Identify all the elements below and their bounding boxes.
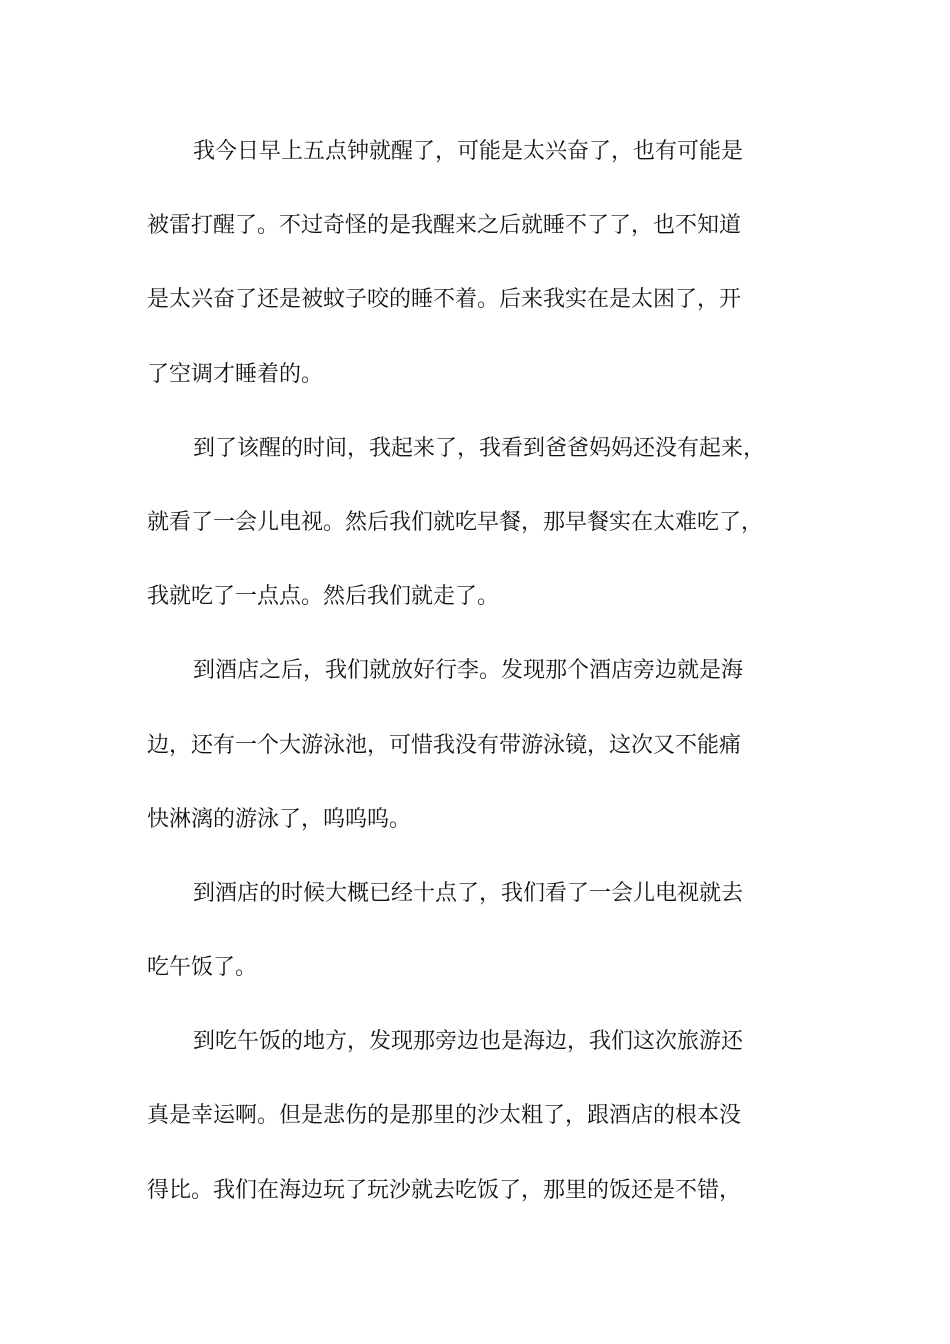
text-line: 快淋漓的游泳了，呜呜呜。 [147, 806, 412, 832]
text-line: 被雷打醒了。不过奇怪的是我醒来之后就睡不了了，也不知道 [147, 213, 742, 239]
text-line: 真是幸运啊。但是悲伤的是那里的沙太粗了，跟酒店的根本没 [147, 1103, 742, 1129]
text-line: 到了该醒的时间，我起来了，我看到爸爸妈妈还没有起来， [193, 435, 766, 461]
text-line: 吃午饭了。 [147, 955, 258, 981]
text-line: 是太兴奋了还是被蚊子咬的睡不着。后来我实在是太困了，开 [147, 287, 742, 313]
text-line: 我今日早上五点钟就醒了，可能是太兴奋了，也有可能是 [193, 139, 744, 164]
text-line: 就看了一会儿电视。然后我们就吃早餐，那早餐实在太难吃了， [147, 509, 764, 535]
text-line: 得比。我们在海边玩了玩沙就去吃饭了，那里的饭还是不错， [147, 1177, 742, 1203]
document-body [147, 130, 807, 1243]
text-line: 到酒店的时候大概已经十点了，我们看了一会儿电视就去 [193, 880, 744, 906]
text-line: 边，还有一个大游泳池，可惜我没有带游泳镜，这次又不能痛 [147, 732, 742, 758]
text-line: 了空调才睡着的。 [147, 361, 324, 387]
text-line: 到吃午饭的地方，发现那旁边也是海边，我们这次旅游还 [193, 1029, 744, 1055]
text-line: 我就吃了一点点。然后我们就走了。 [147, 584, 500, 610]
text-line: 到酒店之后，我们就放好行李。发现那个酒店旁边就是海 [193, 658, 744, 684]
